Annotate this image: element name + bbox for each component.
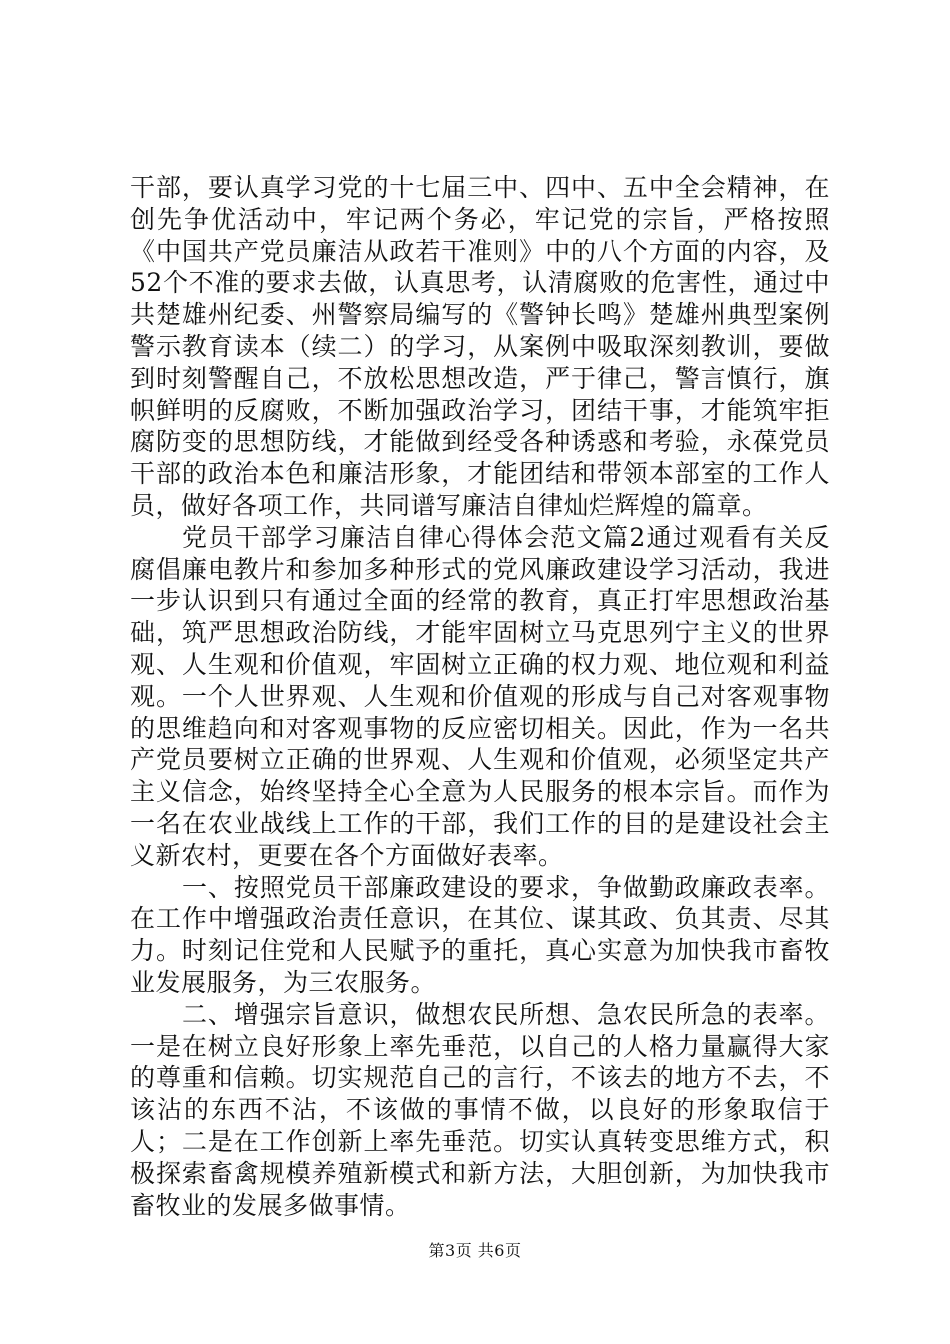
page-footer: 第3页 共6页 — [428, 1241, 522, 1260]
paragraph-1: 干部，要认真学习党的十七届三中、四中、五中全会精神，在创先争优活动中，牢记两个务必，牢记党的宗旨，严格按照《中国共产党员廉洁从政若干准则》中的八个方面的内容，及52个不准的要求去做，认真思考，认清腐败的危害性，通过中共楚雄州纪委、州警察局编写的《警钟长鸣》楚雄州典型案例警示教育读本（续二）的学习，从案例中吸取深刻教训，要做到时刻警醒自己，不放松思想改造，严于律己，警言慎行，旗帜鲜明的反腐败，不断加强政治学习，团结干事，才能筑牢拒腐防变的思想防线，才能做到经受各种诱惑和考验，永葆党员干部的政治本色和廉洁形象，才能团结和带领本部室的工作人员，做好各项工作，共同谱写廉洁自律灿烂辉煌的篇章。 — [130, 173, 830, 520]
paragraph-3: 一、按照党员干部廉政建设的要求，争做勤政廉政表率。在工作中增强政治责任意识，在其位、谋其政、负其责、尽其力。时刻记住党和人民赋予的重托，真心实意为加快我市畜牧业发展服务，为三农服务。 — [130, 872, 830, 997]
paragraph-2: 党员干部学习廉洁自律心得体会范文篇2通过观看有关反腐倡廉电教片和参加多种形式的党风廉政建设学习活动，我进一步认识到只有通过全面的经常的教育，真正打牢思想政治基础，筑严思想政治防线，才能牢固树立马克思列宁主义的世界观、人生观和价值观，牢固树立正确的权力观、地位观和利益观。一个人世界观、人生观和价值观的形成与自己对客观事物的思维趋向和对客观事物的反应密切相关。因此，作为一名共产党员要树立正确的世界观、人生观和价值观，必须坚定共产主义信念，始终坚持全心全意为人民服务的根本宗旨。而作为一名在农业战线上工作的干部，我们工作的目的是建设社会主义新农村，更要在各个方面做好表率。 — [130, 522, 830, 870]
paragraph-4: 二、增强宗旨意识，做想农民所想、急农民所急的表率。一是在树立良好形象上率先垂范，以自己的人格力量赢得大家的尊重和信赖。切实规范自己的言行，不该去的地方不去，不该沾的东西不沾，不该做的事情不做，以良好的形象取信于人；二是在工作创新上率先垂范。切实认真转变思维方式，积极探索畜禽规模养殖新模式和新方法，大胆创新，为加快我市畜牧业的发展多做事情。 — [130, 999, 830, 1220]
document-body — [130, 172, 830, 1221]
